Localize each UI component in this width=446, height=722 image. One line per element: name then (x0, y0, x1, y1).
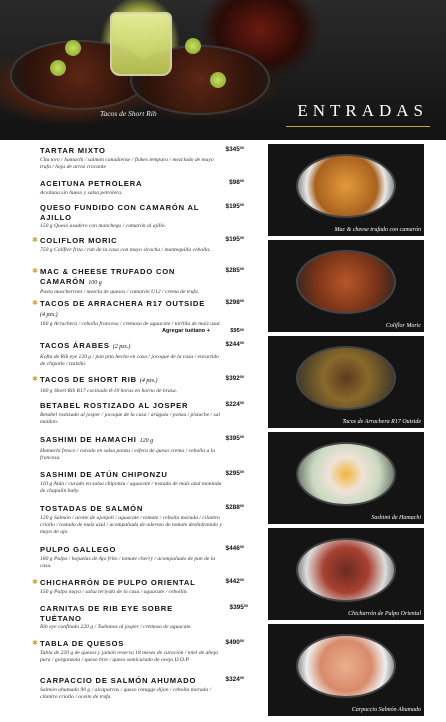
menu-item (40, 504, 248, 536)
item-description: Hamachi fresco / curado en salsa ponzu / esfera de queso crema / cebolla a la francesa. (40, 447, 215, 461)
item-name: SASHIMI DE HAMACHI 120 g (40, 435, 154, 444)
menu-item (40, 676, 248, 701)
item-price: $\$395^{00}$ (229, 604, 248, 611)
dish-photo (268, 432, 424, 524)
dish-photo (268, 336, 424, 428)
menu-item (40, 435, 248, 462)
menu-item (32, 639, 248, 664)
item-description: Betabel rostizado al josper / jocoque de la casa / arúgula / ponzu / pistache / sal maldon. (40, 411, 221, 425)
menu-item (32, 299, 248, 334)
item-price: $\$195^{00}$ (225, 236, 244, 243)
item-description: Pasta mascherroni / mezcla de quesos / camarón U12 / crema de trufa. (40, 289, 200, 296)
item-name: CARNITAS DE RIB EYE SOBRE TUÉTANO (40, 604, 173, 623)
item-name: TACOS ÁRABES (2 pzs.) (40, 341, 131, 350)
lime-garnish (50, 60, 66, 76)
item-description: 160 g Arrachera / cebolla francesa / cremosa de aguacate / tortilla de maíz azul. (40, 321, 221, 328)
photo-caption: Mac & cheese trufado con camarón (334, 227, 421, 233)
lime-garnish (65, 40, 81, 56)
item-description: Chu toro / hamachi / salmón canadiense / flakes tempura / mezclado de mayo trufa / hoja de arroz crocante (40, 156, 214, 170)
item-description: 150 g Queso asadero con manchego / camarón al ajillo. (40, 223, 166, 230)
item-name: SASHIMI DE ATÚN CHIPONZU (40, 470, 168, 479)
featured-star-icon: ✱ (32, 578, 38, 586)
section-title: ENTRADAS (297, 101, 428, 120)
menu-item (32, 578, 248, 596)
item-name: ACEITUNA PETROLERA (40, 179, 143, 188)
featured-star-icon: ✱ (32, 375, 38, 383)
menu-item (40, 401, 248, 426)
dish-image (296, 250, 396, 314)
item-name: BETABEL ROSTIZADO AL JOSPER (40, 401, 189, 410)
item-name: MAC & CHEESE TRUFADO CON CAMARÓN 100 g (40, 267, 176, 286)
menu-item (32, 375, 248, 395)
menu-item (40, 545, 248, 570)
item-name: CARPACCIO DE SALMÓN AHUMADO (40, 676, 197, 685)
dish-image (296, 538, 396, 602)
item-name: TACOS DE ARRACHERA R17 OUTSIDE (4 pzs.) (40, 299, 206, 318)
item-price: $\$224^{00}$ (225, 401, 244, 408)
menu-item (32, 267, 248, 296)
featured-star-icon: ✱ (32, 236, 38, 244)
item-price: $\$288^{00}$ (225, 504, 244, 511)
featured-star-icon: ✱ (32, 639, 38, 647)
item-price: $\$490^{00}$ (225, 639, 244, 646)
item-description: Salmón ahumado 90 g / alcaparras / queso cotagge dijon / cebolla morada / cilantro criollo / aceite de trufa. (40, 686, 212, 700)
item-name: CHICHARRÓN DE PULPO ORIENTAL (40, 578, 196, 587)
featured-star-icon: ✱ (32, 267, 38, 275)
photo-caption: Chicharrón de Pulpo Oriental (348, 611, 421, 617)
menu-item (40, 146, 248, 171)
item-description: Aceituna sin hueso y salsa petrolera. (40, 189, 123, 196)
menu-item (40, 341, 248, 368)
item-name: PULPO GALLEGO (40, 545, 117, 554)
item-price: $\$295^{00}$ (225, 470, 244, 477)
menu-item (40, 604, 248, 631)
menu-item (40, 470, 248, 495)
item-description: 160 g Short Rib R17 cocinado 8-10 horas en horno de brasa. (40, 387, 178, 394)
dish-image (296, 634, 396, 698)
item-name: QUESO FUNDIDO CON CAMARÓN AL AJILLO (40, 203, 200, 222)
item-description: 150 g Pulpo maya / salsa teriyaki de la casa / aguacate / cebollín. (40, 588, 188, 595)
photo-caption: Coliflor Moric (385, 323, 421, 329)
item-description: Kofta de Rib eye 120 g / pan pita hecho en casa / jocoque de la casa / encurtido de chipotle / tzatziki. (40, 353, 219, 367)
dish-image (296, 442, 396, 506)
item-price: $\$285^{00}$ (225, 267, 244, 274)
item-price: $\$442^{00}$ (225, 578, 244, 585)
item-price: $\$345^{00}$ (225, 146, 244, 153)
item-price: $\$298^{00}$ (225, 299, 244, 306)
title-underline (286, 126, 430, 127)
item-name: TABLA DE QUESOS (40, 639, 125, 648)
header-photo-caption: Tacos de Short Rib (100, 109, 157, 118)
item-name: COLIFLOR MORIC (40, 236, 118, 245)
dish-photo (268, 144, 424, 236)
dish-photo (268, 240, 424, 332)
item-price: $\$392^{00}$ (225, 375, 244, 382)
item-price: $\$446^{00}$ (225, 545, 244, 552)
item-price: $\$244^{00}$ (225, 341, 244, 348)
item-description: 110 g Atún / curado en salsa chiponzu / aguacate / tostada de maíz azul montada de chapulín baby. (40, 480, 222, 494)
lime-garnish (210, 72, 226, 88)
item-price: $\$195^{00}$ (225, 203, 244, 210)
item-name: TOSTADAS DE SALMÓN (40, 504, 144, 513)
photo-caption: Tacos de Arrachera R17 Outside (342, 419, 421, 425)
item-description: Rib eye confitado 220 g / Tuétanos al josper / cremoso de aguacate. (40, 624, 192, 631)
item-description: Tabla de 220 g de quesos y jamón reserva 18 meses de curación / miel de abeja pura / gorgonzola / queso brie / queso semicurado de oveja D.O.P. (40, 649, 218, 663)
item-description: 180 g Pulpo / hojuelas de Ajo frito / tomate cherry / acompañado de pan de la casa. (40, 555, 216, 569)
item-description: 120 g Salmón / aceite de ajonjolí / aguacate / tomate / cebolla morada / cilantro criollo / tostada de maíz azul / acompañada de aderezo de tomate deshidratado y mayo de ajo. (40, 514, 223, 535)
item-name: TARTAR MIXTO (40, 146, 106, 155)
item-price: $\$324^{00}$ (225, 676, 244, 683)
item-price: $\$395^{00}$ (225, 435, 244, 442)
photo-caption: Sashimi de Hamachi (371, 515, 421, 521)
photo-caption: Carpaccio Salmón Ahumado (351, 707, 421, 713)
dish-image (296, 346, 396, 410)
menu-item (40, 203, 248, 230)
green-drink-glass (110, 12, 172, 76)
featured-star-icon: ✱ (32, 299, 38, 307)
dish-photo (268, 624, 424, 716)
menu-item (32, 236, 248, 254)
menu-item (40, 179, 248, 197)
item-description: 750 g Coliflor frita / rub de la casa con mayo siracha / mantequilla cebolla. (40, 246, 211, 253)
add-on-label: Agregar tuétano + (161, 328, 210, 334)
dish-photo (268, 528, 424, 620)
dish-image (296, 154, 396, 218)
add-on-price: $\$95^{00}$ (230, 328, 244, 334)
item-price: $\$98^{00}$ (229, 179, 244, 186)
lime-garnish (185, 38, 201, 54)
item-name: TACOS DE SHORT RIB (4 pzs.) (40, 375, 158, 384)
header-photo (0, 0, 446, 140)
